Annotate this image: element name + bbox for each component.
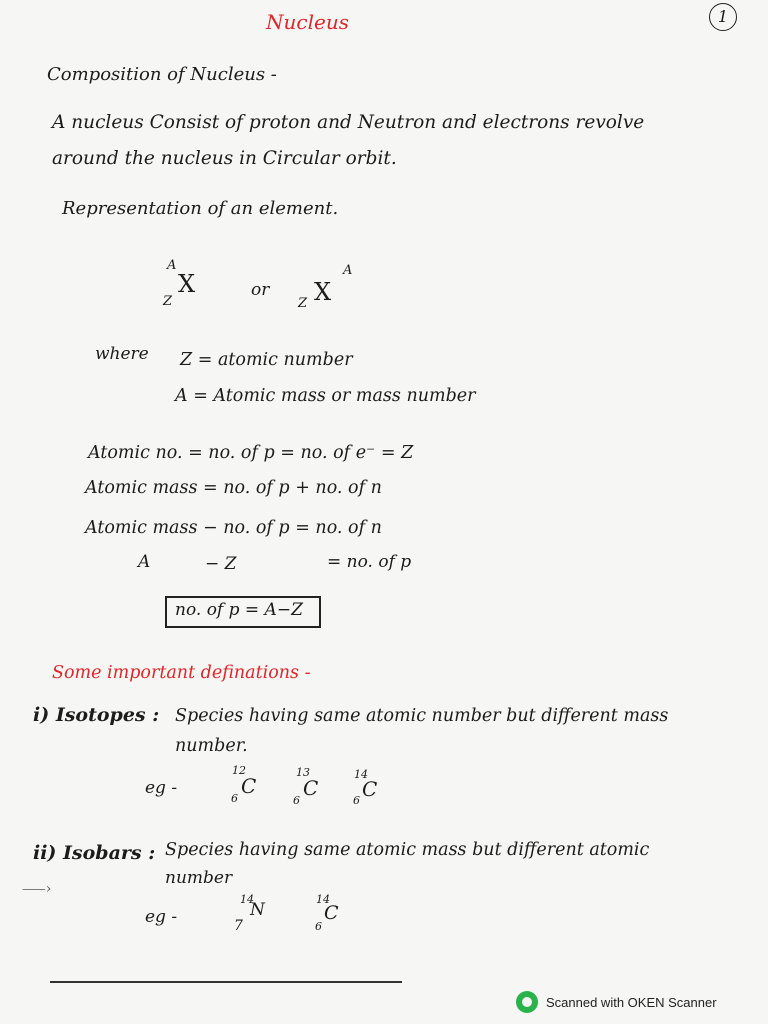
atomic-number-subscript: 6 xyxy=(293,794,300,807)
page-number: 1 xyxy=(709,3,737,31)
mass-number-superscript: 12 xyxy=(232,764,246,777)
isotopes-eg-label: eg - xyxy=(145,778,178,798)
scanner-watermark xyxy=(516,990,717,1014)
where-label: where xyxy=(95,344,149,364)
element-symbol: C xyxy=(241,774,257,798)
equation-atomic-number: Atomic no. = no. of p = no. of e⁻ = Z xyxy=(88,443,414,463)
element-symbol: C xyxy=(362,777,378,801)
bottom-rule xyxy=(50,981,402,983)
mass-number-superscript: 13 xyxy=(296,766,310,779)
scanner-text: Scanned with OKEN Scanner xyxy=(546,994,717,1010)
equation-a-label: A xyxy=(138,552,151,572)
isotopes-label: i) Isotopes : xyxy=(33,704,160,726)
atomic-number-subscript: 6 xyxy=(353,794,360,807)
scanner-logo-icon xyxy=(516,991,538,1013)
mass-number-superscript: 14 xyxy=(240,893,254,906)
equation-protons: = no. of p xyxy=(327,552,412,572)
definition-z: Z = atomic number xyxy=(180,350,353,370)
element-symbol: X xyxy=(314,278,332,306)
isobars-text-2: number xyxy=(165,868,233,888)
or-text: or xyxy=(251,280,270,300)
mass-number-superscript: A xyxy=(343,263,353,278)
composition-heading: Composition of Nucleus - xyxy=(47,64,277,85)
composition-line-1: A nucleus Consist of proton and Neutron and electrons revolve xyxy=(52,112,645,133)
atomic-number-subscript: 6 xyxy=(231,792,238,805)
mass-number-superscript: A xyxy=(167,258,177,273)
atomic-number-subscript: Z xyxy=(298,296,308,311)
mass-number-superscript: 14 xyxy=(354,768,368,781)
boxed-formula-text: no. of p = A−Z xyxy=(175,600,303,620)
atomic-number-subscript: 6 xyxy=(315,920,322,933)
isotopes-text-2: number. xyxy=(175,736,248,756)
equation-minus-z: − Z xyxy=(205,554,237,574)
page-title: Nucleus xyxy=(266,10,349,34)
isobars-eg-label: eg - xyxy=(145,907,178,927)
atomic-number-subscript: 7 xyxy=(234,918,243,934)
equation-atomic-mass: Atomic mass = no. of p + no. of n xyxy=(85,478,382,498)
isobars-label: ii) Isobars : xyxy=(33,842,156,864)
equation-neutrons: Atomic mass − no. of p = no. of n xyxy=(85,518,382,538)
atomic-number-subscript: Z xyxy=(163,294,173,309)
composition-line-2: around the nucleus in Circular orbit. xyxy=(52,148,397,169)
element-symbol: C xyxy=(303,776,319,800)
isotopes-text-1: Species having same atomic number but different mass xyxy=(175,706,669,726)
definitions-heading: Some important definations - xyxy=(52,663,311,683)
mass-number-superscript: 14 xyxy=(316,893,330,906)
margin-arrow: ⸺› xyxy=(22,881,52,897)
representation-heading: Representation of an element. xyxy=(62,198,339,219)
element-symbol: X xyxy=(178,270,196,298)
definition-a: A = Atomic mass or mass number xyxy=(175,386,476,406)
isobars-text-1: Species having same atomic mass but different atomic xyxy=(165,840,650,860)
element-symbol: N xyxy=(250,900,265,920)
element-symbol: C xyxy=(324,902,339,924)
